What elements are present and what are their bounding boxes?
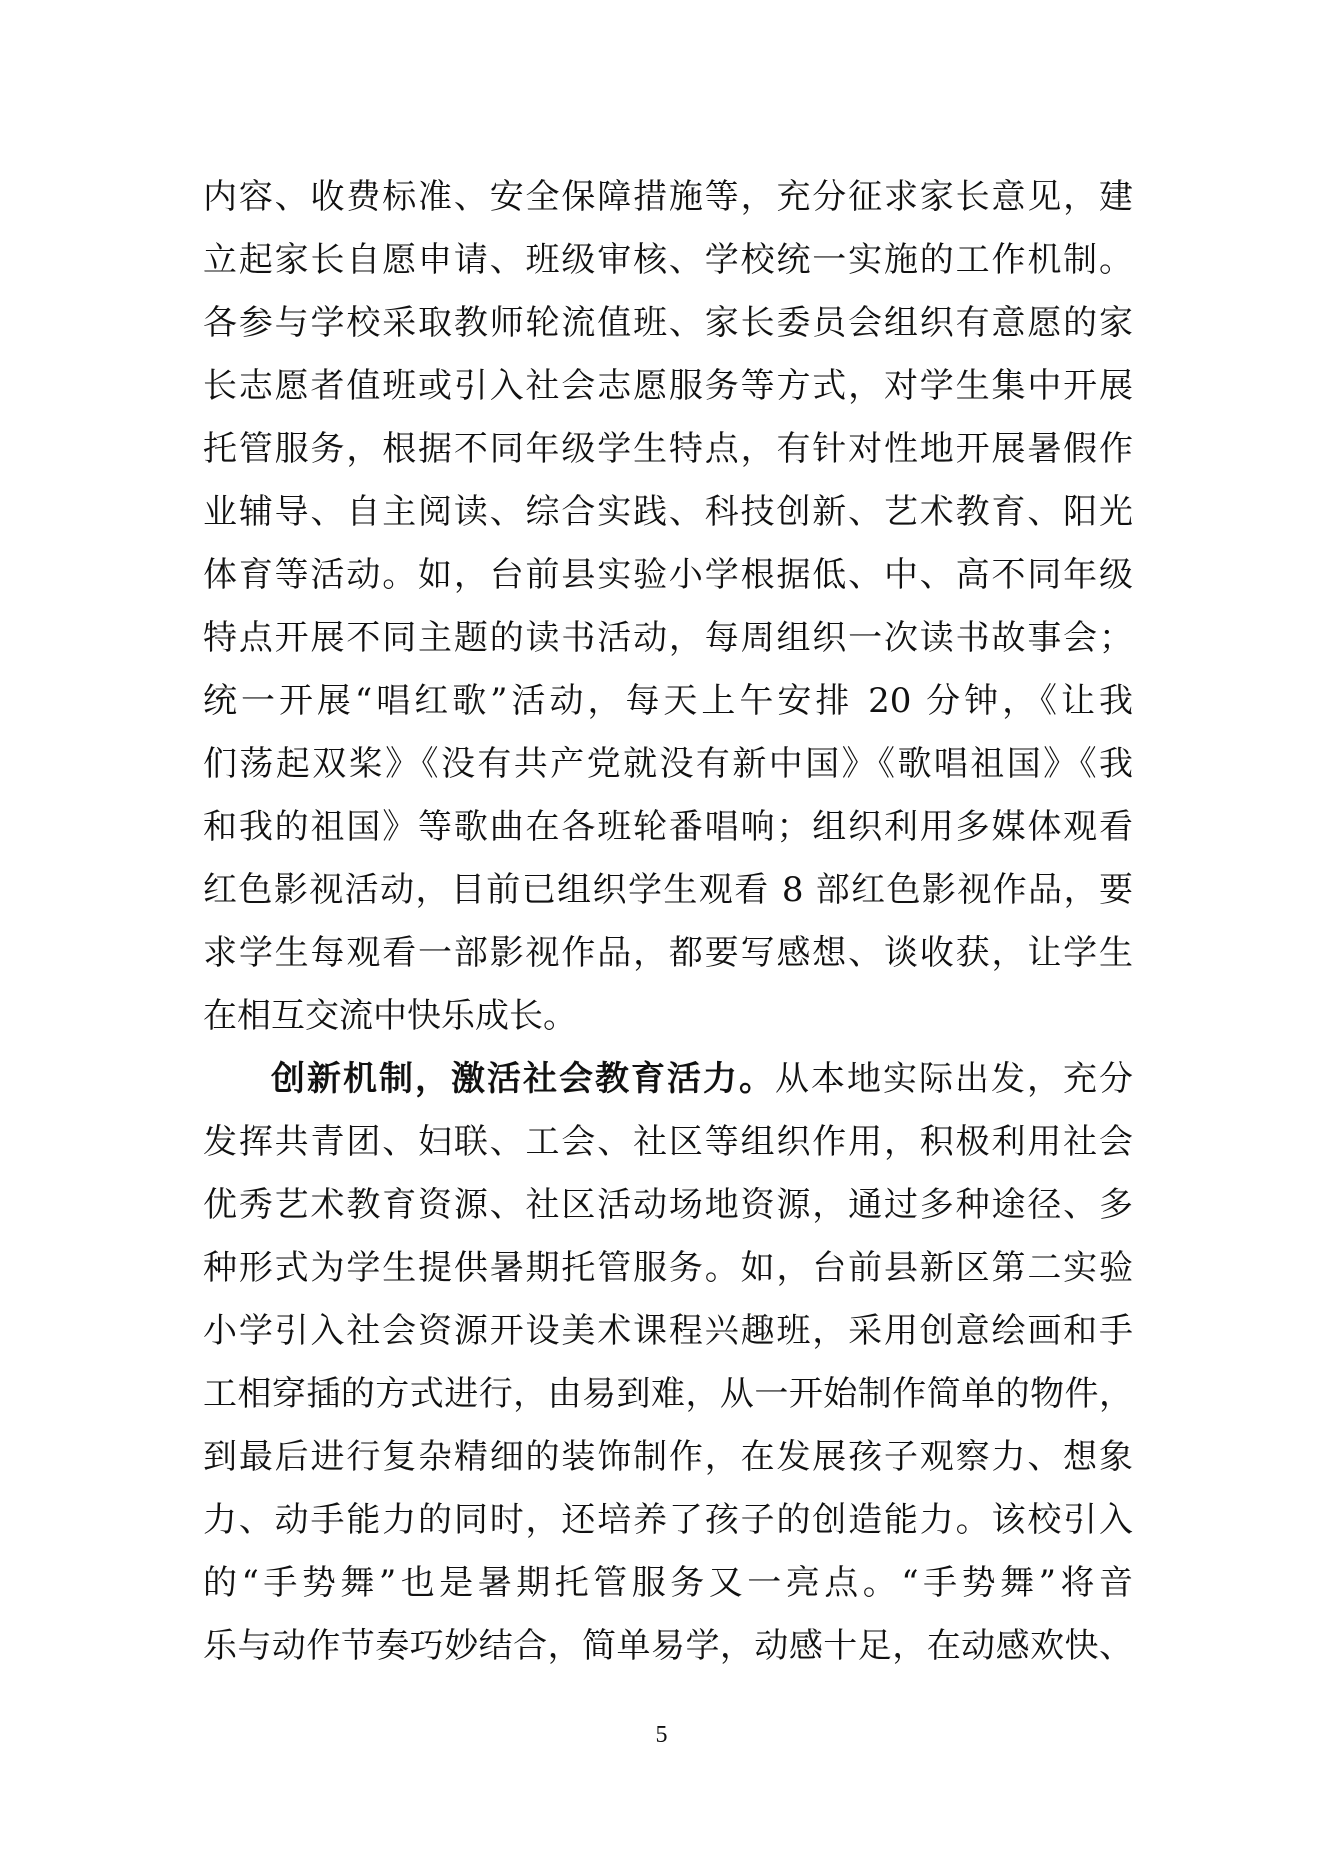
- text-line: 工相穿插的方式进行，由易到难，从一开始制作简单的物件，: [203, 1374, 1133, 1414]
- text-line: 业辅导、自主阅读、综合实践、科技创新、艺术教育、阳光: [203, 492, 1133, 532]
- paragraph-lead-heading: 创新机制，激活社会教育活力。: [271, 1059, 775, 1099]
- text-line: 小学引入社会资源开设美术课程兴趣班，采用创意绘画和手: [203, 1311, 1133, 1351]
- paragraph-lead-text: 从本地实际出发，充分: [775, 1059, 1133, 1099]
- text-line: 体育等活动。如，台前县实验小学根据低、中、高不同年级: [203, 555, 1133, 595]
- page-number: 5: [655, 1722, 668, 1748]
- text-line: 和我的祖国》等歌曲在各班轮番唱响；组织利用多媒体观看: [203, 807, 1133, 847]
- text-line: 内容、收费标准、安全保障措施等，充分征求家长意见，建: [203, 177, 1133, 217]
- text-line: 种形式为学生提供暑期托管服务。如，台前县新区第二实验: [203, 1248, 1133, 1288]
- text-line: 长志愿者值班或引入社会志愿服务等方式，对学生集中开展: [203, 366, 1133, 406]
- text-line: 乐与动作节奏巧妙结合，简单易学，动感十足，在动感欢快、: [203, 1626, 1133, 1666]
- text-line: 的“手势舞”也是暑期托管服务又一亮点。“手势舞”将音: [203, 1563, 1133, 1603]
- text-line: 优秀艺术教育资源、社区活动场地资源，通过多种途径、多: [203, 1185, 1133, 1225]
- text-line: 在相互交流中快乐成长。: [203, 996, 577, 1036]
- text-line: 到最后进行复杂精细的装饰制作，在发展孩子观察力、想象: [203, 1437, 1133, 1477]
- paragraph-lead-line: [203, 1048, 1133, 1111]
- text-line: 力、动手能力的同时，还培养了孩子的创造能力。该校引入: [203, 1500, 1133, 1540]
- body-text: [203, 166, 1133, 1678]
- text-line: 统一开展“唱红歌”活动，每天上午安排 20 分钟，《让我: [203, 681, 1133, 721]
- text-line: 托管服务，根据不同年级学生特点，有针对性地开展暑假作: [203, 429, 1133, 469]
- text-line: 求学生每观看一部影视作品，都要写感想、谈收获，让学生: [203, 933, 1133, 973]
- text-line: 们荡起双桨》《没有共产党就没有新中国》《歌唱祖国》《我: [203, 744, 1133, 784]
- text-line: 各参与学校采取教师轮流值班、家长委员会组织有意愿的家: [203, 303, 1133, 343]
- text-line: 特点开展不同主题的读书活动，每周组织一次读书故事会；: [203, 618, 1133, 658]
- text-line: 红色影视活动，目前已组织学生观看 8 部红色影视作品，要: [203, 870, 1133, 910]
- text-line: 立起家长自愿申请、班级审核、学校统一实施的工作机制。: [203, 240, 1133, 280]
- text-line: 发挥共青团、妇联、工会、社区等组织作用，积极利用社会: [203, 1122, 1133, 1162]
